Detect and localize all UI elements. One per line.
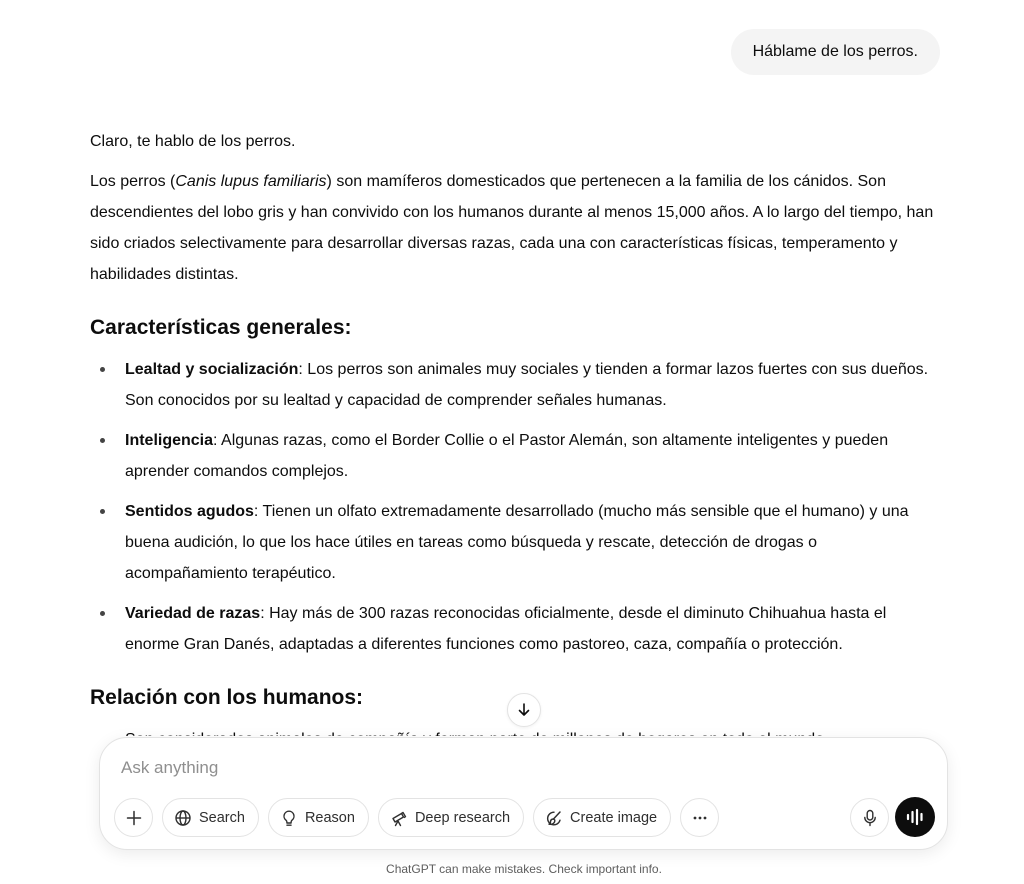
reason-label: Reason (304, 809, 355, 826)
paragraph-suffix: ) son mamíferos domesticados que pertenecen a la familia de los cánidos. Son descendientes del lobo gris y han convivido con los humanos durante al menos 15,000 años. A lo largo del tiempo, han sido criados selectivamente para desarrollar diversas razas, cada una con características físicas, temperamento y habilidades distintas. (90, 173, 934, 283)
more-icon (691, 809, 709, 827)
list-item-title: Sentidos agudos (125, 503, 254, 520)
reason-button[interactable] (268, 798, 369, 837)
create-image-label: Create image (570, 809, 658, 826)
voice-mode-button[interactable] (895, 797, 935, 837)
list-item (90, 354, 940, 416)
list-item-text: : Algunas razas, como el Border Collie o el Pastor Alemán, son altamente inteligentes y pueden aprender comandos complejos. (125, 432, 889, 480)
list-item (90, 425, 940, 487)
globe-icon (174, 809, 192, 827)
deep-research-button[interactable] (378, 798, 524, 837)
arrow-down-icon (516, 702, 532, 718)
section-heading-general: Características generales: (90, 316, 352, 339)
characteristics-list (90, 354, 940, 660)
assistant-intro: Claro, te hablo de los perros. (90, 133, 296, 150)
list-item (90, 598, 940, 660)
voice-icon (905, 808, 925, 826)
composer (99, 737, 948, 850)
assistant-paragraph (90, 166, 940, 290)
list-item (90, 496, 940, 589)
plus-icon (125, 809, 143, 827)
assistant-message (90, 126, 940, 764)
paragraph-prefix: Los perros ( (90, 173, 176, 190)
prompt-input[interactable] (121, 758, 821, 778)
mic-icon (862, 809, 878, 827)
dictate-button[interactable] (850, 798, 889, 837)
list-item-text: : Tienen un olfato extremadamente desarrollado (mucho más sensible que el humano) y una buena audición, lo que los hace útiles en tareas como búsqueda y rescate, detección de drogas o acompañamiento terapéutico. (125, 503, 909, 582)
list-item-title: Inteligencia (125, 432, 214, 449)
telescope-icon (390, 809, 408, 827)
add-button[interactable] (114, 798, 153, 837)
disclaimer: ChatGPT can make mistakes. Check important info. (386, 862, 662, 876)
search-button[interactable] (162, 798, 259, 837)
user-message-text: Háblame de los perros. (752, 43, 918, 60)
scroll-to-bottom-button[interactable] (507, 693, 541, 727)
search-label: Search (199, 809, 245, 826)
deep-research-label: Deep research (414, 809, 511, 826)
section-heading-humans: Relación con los humanos: (90, 686, 364, 709)
list-item-text: : Los perros son animales muy sociales y tienden a formar lazos fuertes con sus dueños. Son conocidos por su lealtad y capacidad de comprender señales humanas. (125, 361, 929, 409)
species-name: Canis lupus familiaris (175, 173, 327, 190)
lightbulb-icon (280, 809, 298, 827)
more-tools-button[interactable] (680, 798, 719, 837)
list-item-title: Lealtad y socialización (125, 361, 299, 378)
user-message-bubble (731, 29, 940, 75)
brush-icon (545, 809, 563, 827)
list-item-title: Variedad de razas (125, 605, 261, 622)
composer-toolbar (114, 798, 719, 837)
list-item-text: : Hay más de 300 razas reconocidas oficialmente, desde el diminuto Chihuahua hasta el enorme Gran Danés, adaptadas a diferentes funciones como pastoreo, caza, compañía o protección. (125, 605, 887, 653)
create-image-button[interactable] (533, 798, 671, 837)
